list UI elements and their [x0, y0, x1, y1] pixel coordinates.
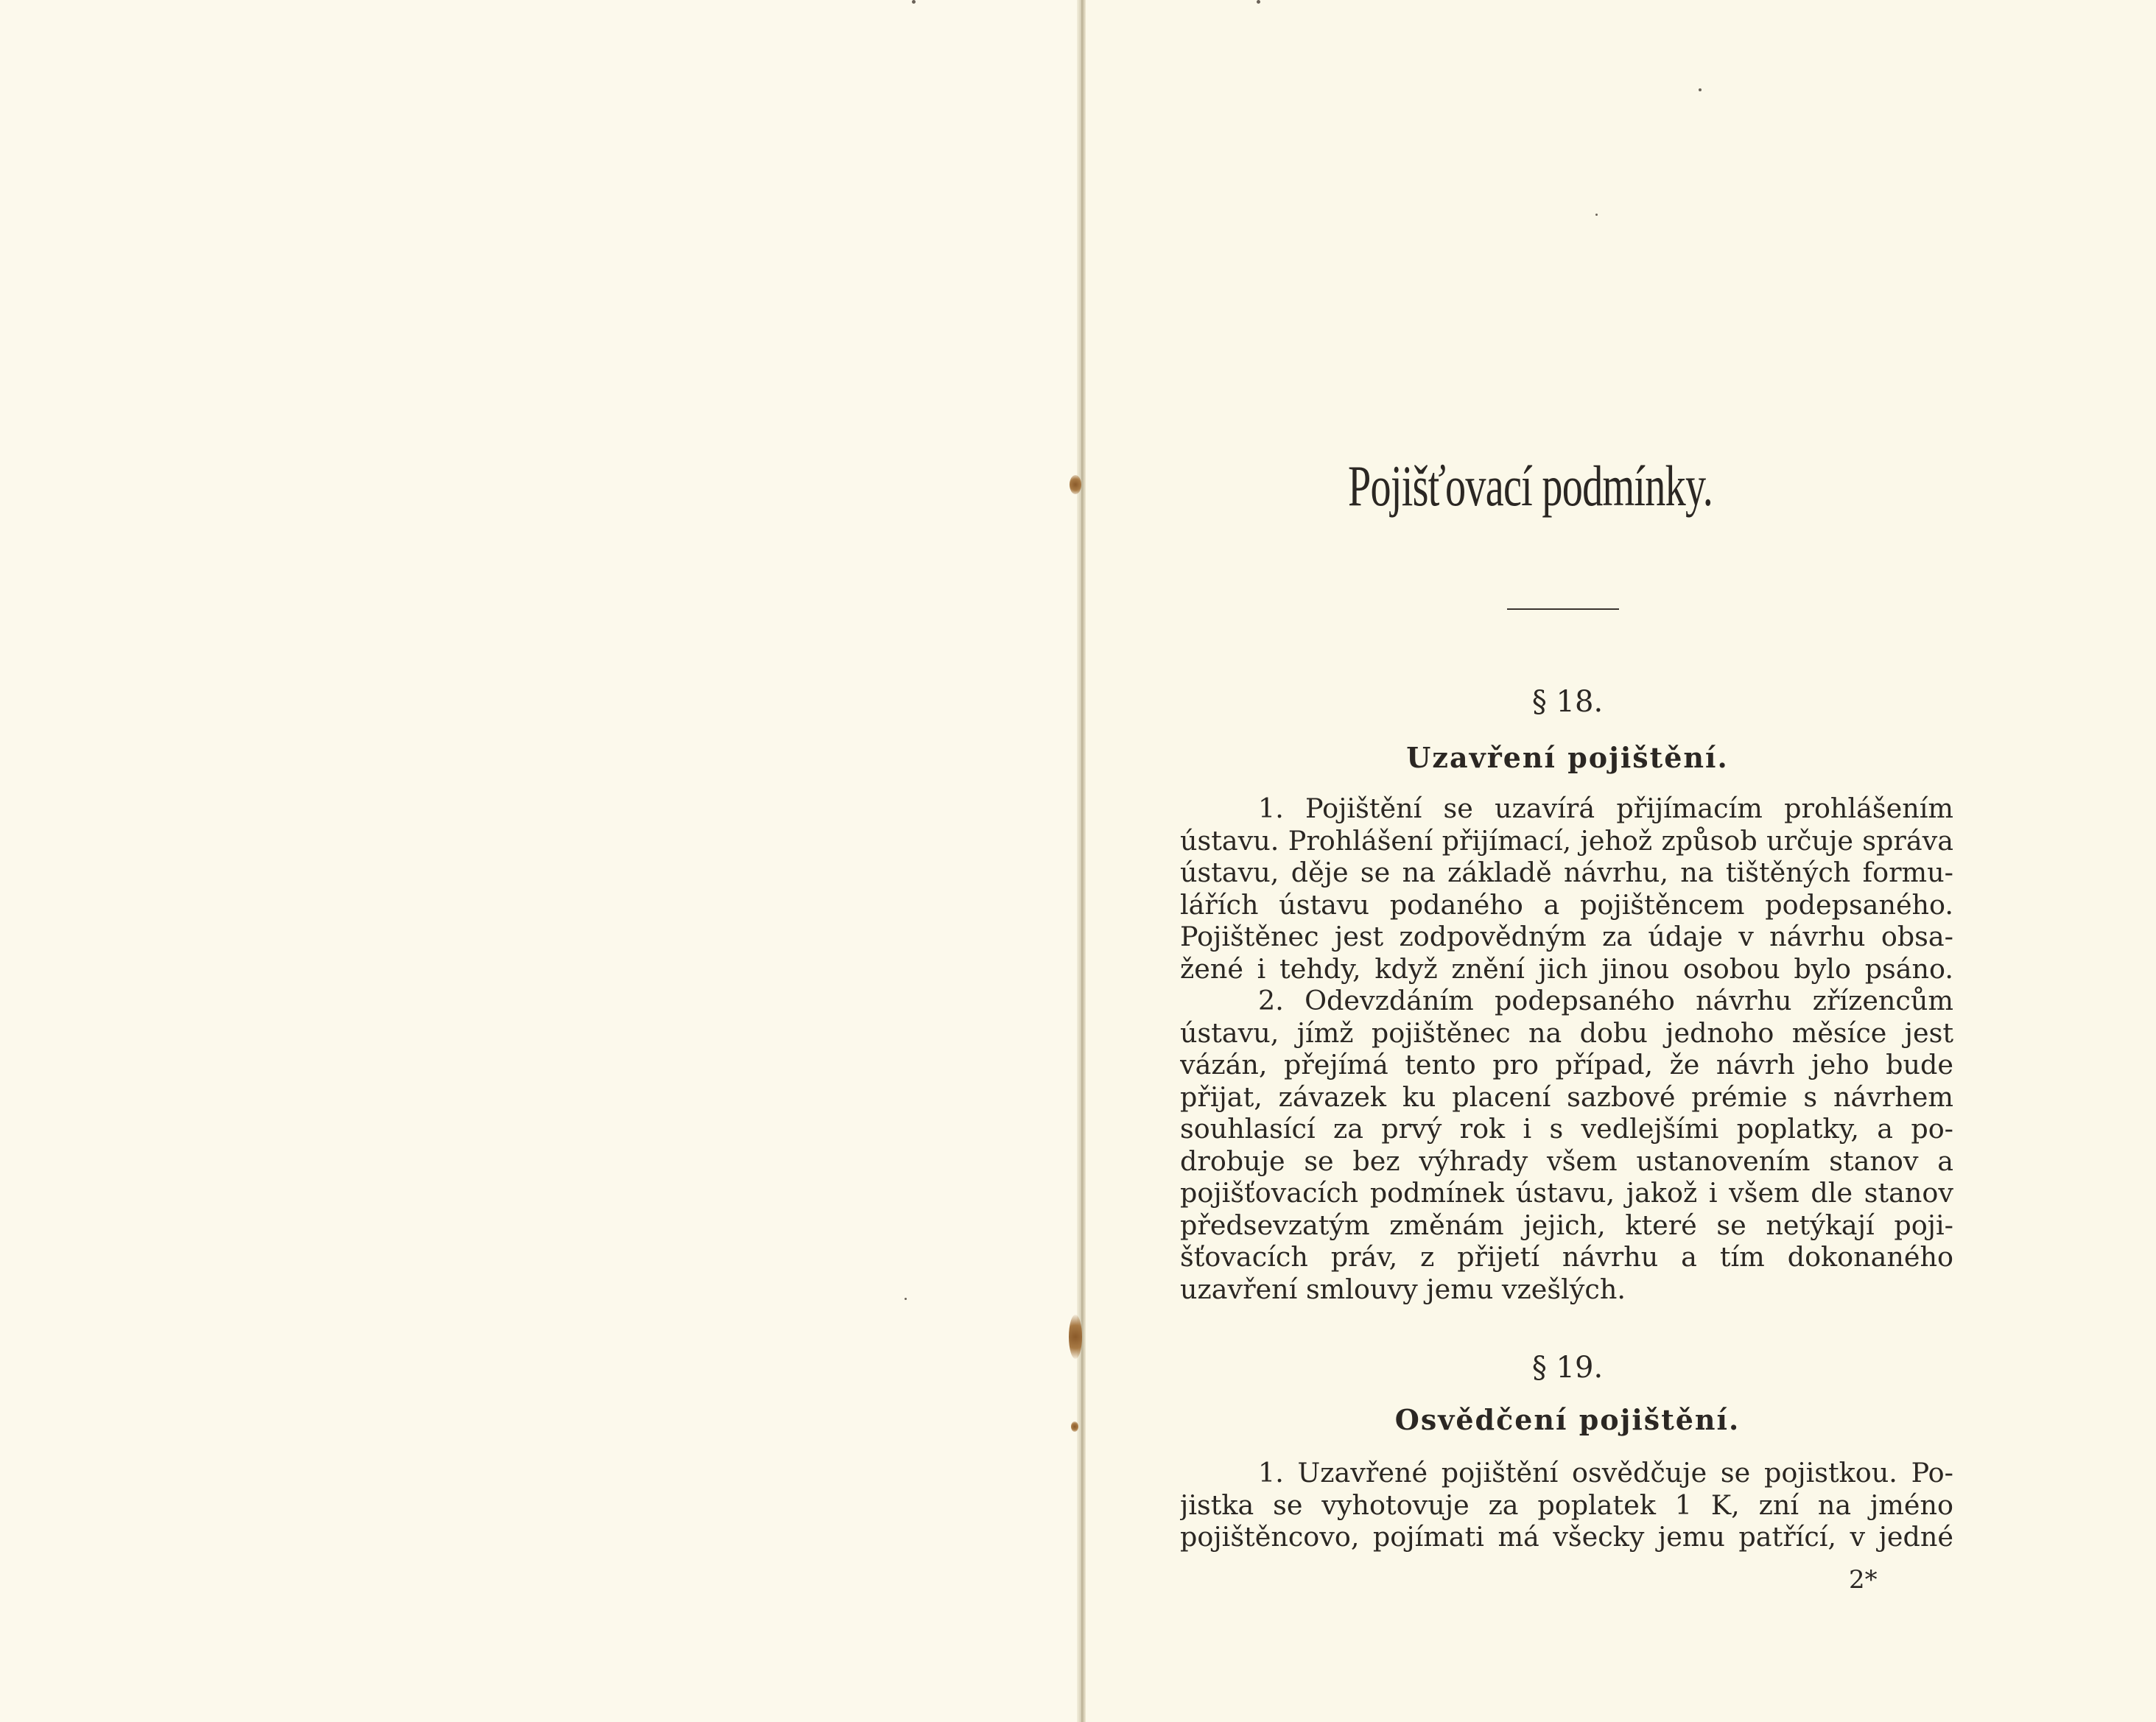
text-line: šťovacích práv, z přijetí návrhu a tím dokonaného	[1180, 1241, 1953, 1273]
text-line: uzavření smlouvy jemu vzešlých.	[1180, 1273, 1626, 1305]
text-line: ústavu. Prohlášení přijímací, jehož způsob určuje správa	[1180, 824, 1953, 857]
rust-stain	[1071, 1421, 1078, 1432]
paper-fleck	[912, 0, 916, 4]
section-19-body	[1180, 1457, 1953, 1553]
rust-stain	[1069, 1315, 1082, 1359]
text-line: drobuje se bez výhrady všem ustanovením stanov a	[1180, 1145, 1953, 1177]
section-18-number: § 18.	[1531, 685, 1604, 719]
paper-fleck	[1595, 214, 1598, 216]
text-line: žené i tehdy, když znění jich jinou osobou bylo psáno.	[1180, 952, 1953, 985]
text-line: pojištěncovo, pojímati má všecky jemu patřící, v jedné	[1180, 1521, 1953, 1553]
text-line: přijat, závazek ku placení sazbové prémie s návrhem	[1180, 1080, 1953, 1113]
text-line: ústavu, jímž pojištěnec na dobu jednoho měsíce jest	[1180, 1016, 1953, 1049]
text-line: pojišťovacích podmínek ústavu, jakož i všem dle stanov	[1180, 1177, 1953, 1209]
paper-fleck	[1257, 0, 1260, 4]
text-line: 2. Odevzdáním podepsaného návrhu zřízencům	[1258, 985, 1953, 1016]
text-line: 1. Pojištění se uzavírá přijímacím prohlášením	[1258, 793, 1953, 824]
section-18-body	[1180, 793, 1953, 1305]
section-19-heading: Osvědčení pojištění.	[1394, 1403, 1741, 1436]
text-line: vázán, přejímá tento pro případ, že návrh jeho bude	[1180, 1049, 1953, 1080]
text-line: 1. Uzavřené pojištění osvědčuje se pojistkou. Po-	[1258, 1457, 1953, 1489]
section-18-heading: Uzavření pojištění.	[1406, 741, 1729, 774]
page-title: Pojišťovací podmínky.	[1348, 454, 1713, 518]
text-line: předsevzatým změnám jejich, které se netýkají poji-	[1180, 1209, 1953, 1241]
text-line: ústavu, děje se na základě návrhu, na tištěných formu-	[1180, 857, 1953, 888]
book-gutter	[1077, 0, 1086, 1722]
text-line: lářích ústavu podaného a pojištěncem podepsaného.	[1180, 888, 1953, 921]
text-line: jistka se vyhotovuje za poplatek 1 K, zní na jméno	[1180, 1489, 1953, 1521]
text-line: Pojištěnec jest zodpovědným za údaje v návrhu obsa-	[1180, 921, 1953, 952]
title-divider	[1507, 608, 1619, 610]
rust-stain	[1070, 475, 1081, 494]
signature-mark: 2*	[1849, 1565, 1878, 1595]
paper-fleck	[1699, 88, 1702, 91]
paper-fleck	[905, 1298, 907, 1300]
section-19-number: § 19.	[1531, 1351, 1604, 1385]
text-line: souhlasící za prvý rok i s vedlejšími poplatky, a po-	[1180, 1113, 1953, 1145]
